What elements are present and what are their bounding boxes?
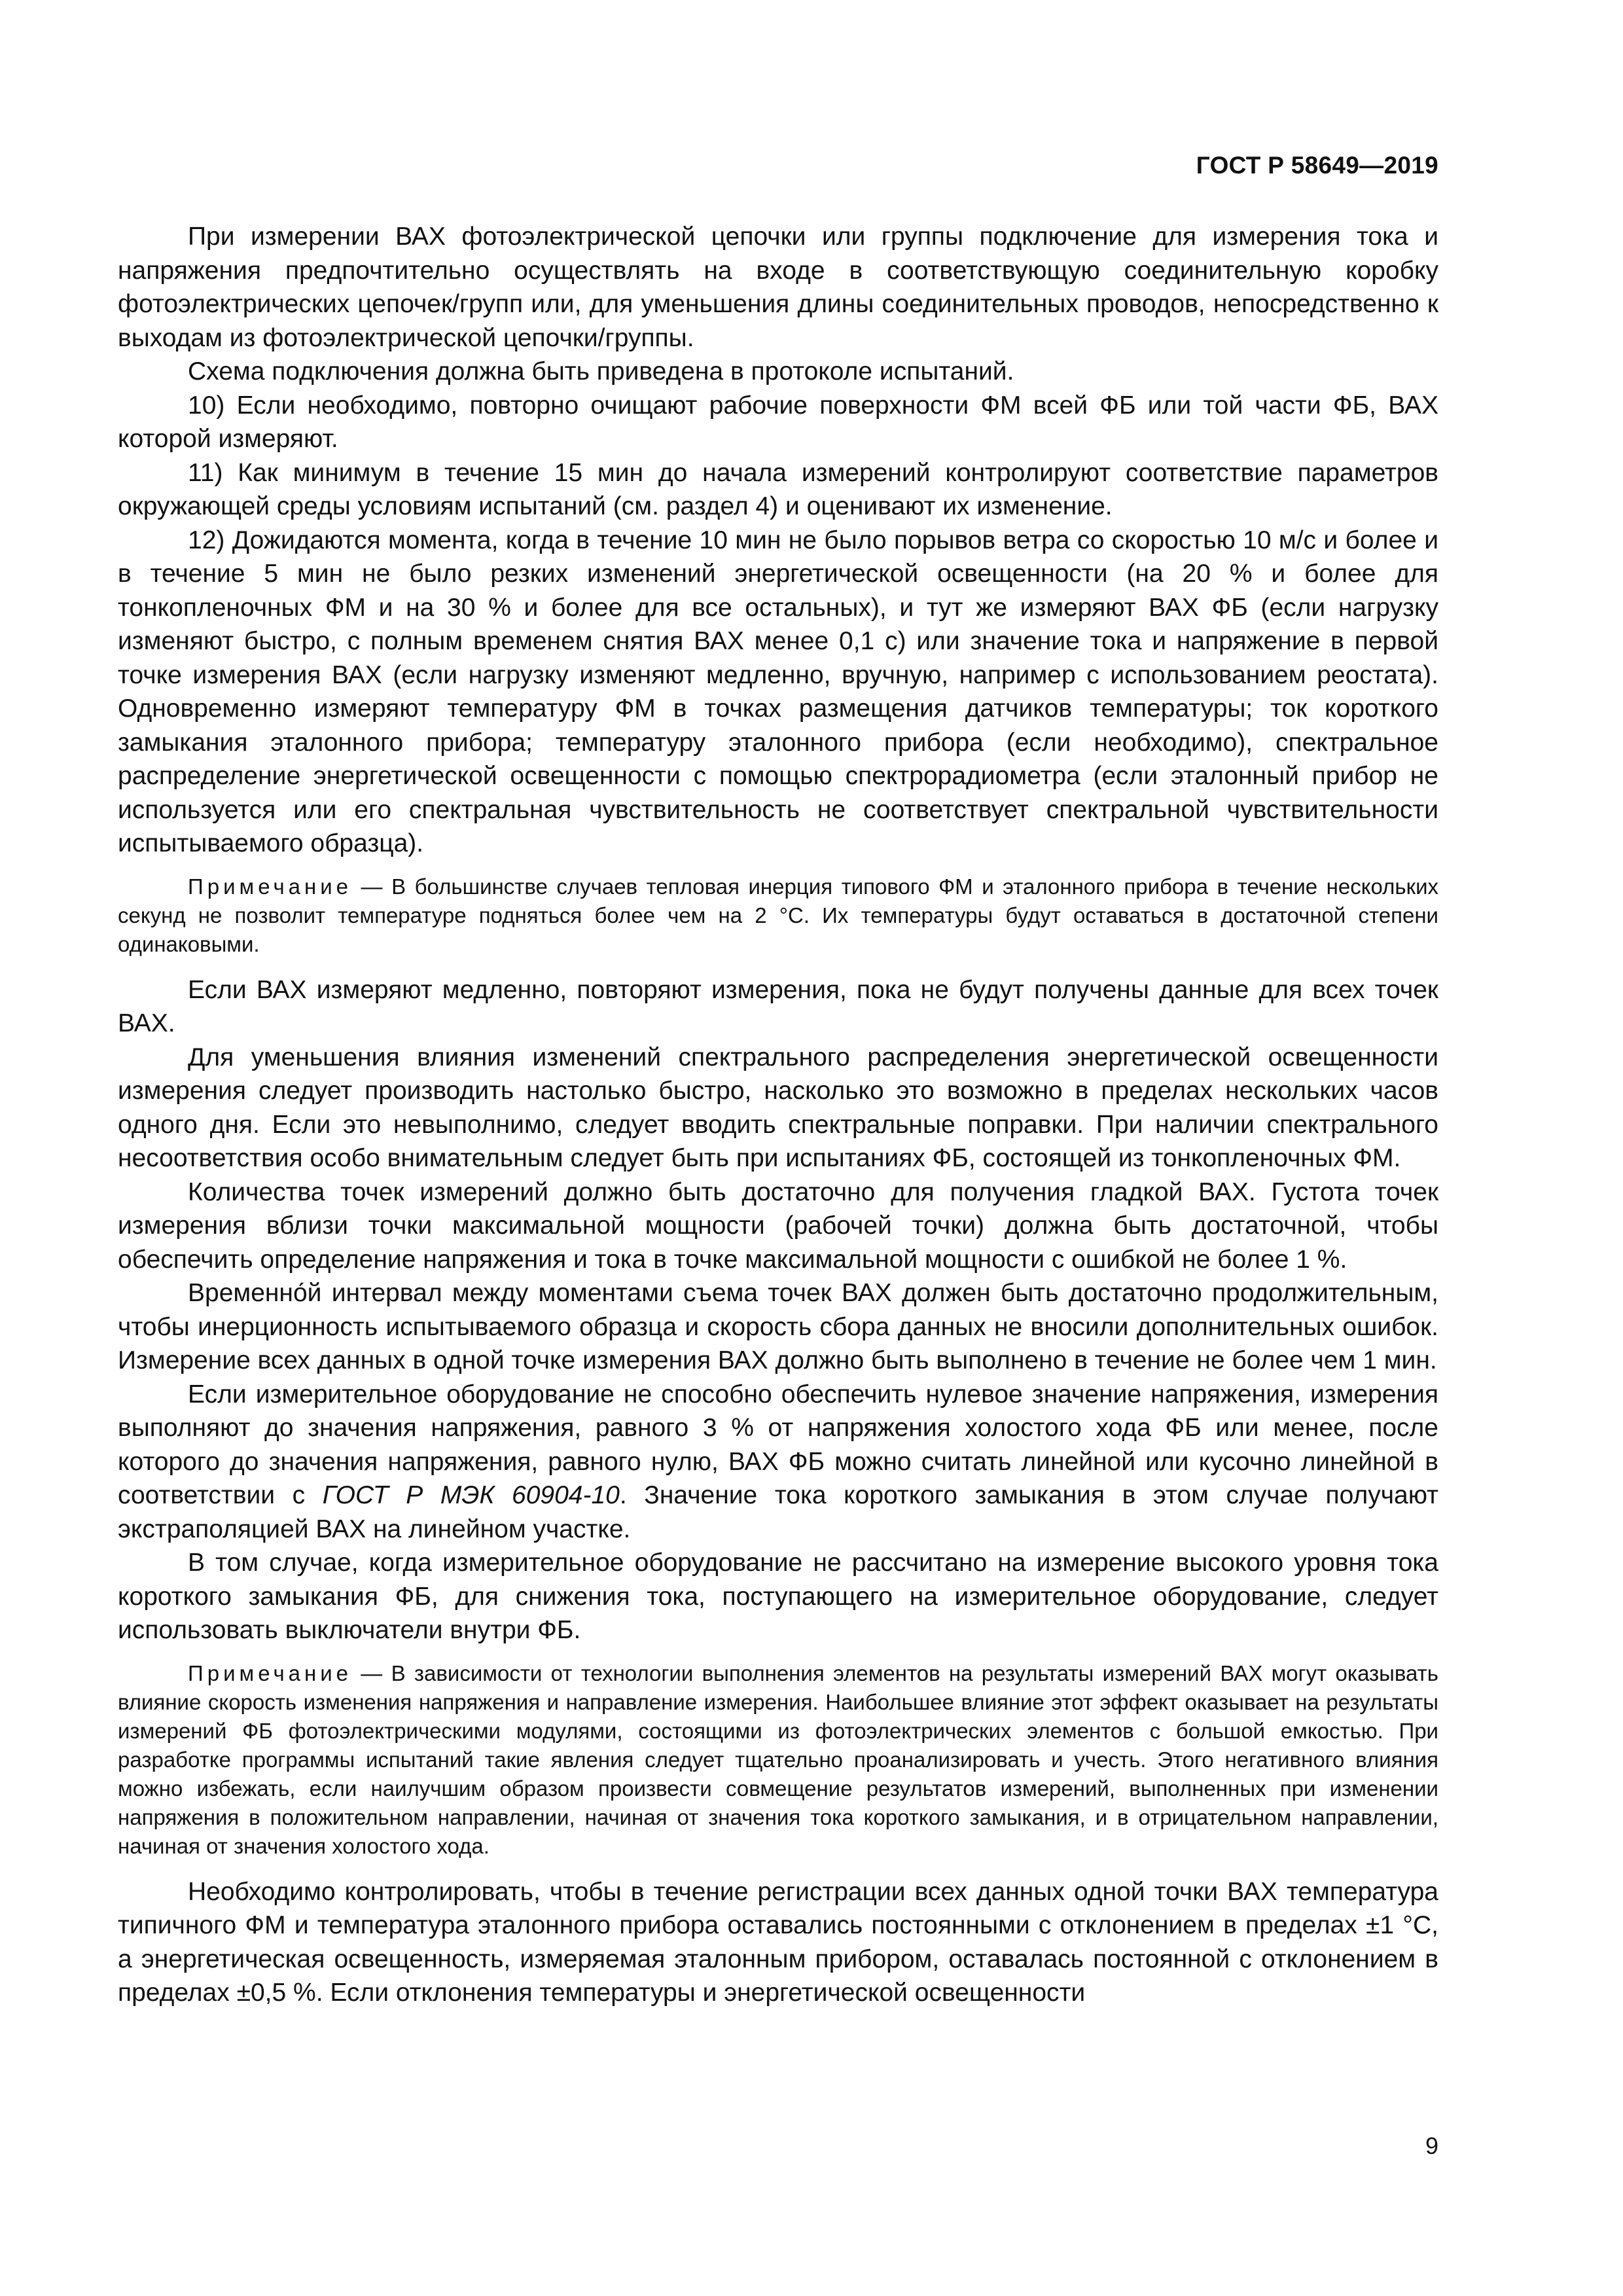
paragraph-connection: При измерении ВАХ фотоэлектрической цепочки или группы подключение для измерения тока и напряжения предпочтительно осуществлять на входе в соответствующую соединительную коробку фотоэлектрических цепочек/групп или, для уменьшения длины соединительных проводов, непосредственно к выходам из фотоэлектрической цепочки/группы. bbox=[118, 223, 1438, 352]
paragraph-stability: Необходимо контролировать, чтобы в течение регистрации всех данных одной точки ВАХ температура типичного ФМ и температура эталонного прибора оставались постоянными с отклонением в пределах ±1 °С, а энергетическая освещенность, измеряемая эталонным прибором, оставалась постоянной с отклонением в пределах ±0,5 %. Если отклонения температуры и энергетической освещенности bbox=[118, 1877, 1438, 2007]
note-text: — В зависимости от технологии выполнения элементов на результаты измерений ВАХ могут оказывать влияние скорость изменения напряжения и направление измерения. Наибольшее влияние этот эффект оказывает на результаты измерений ФБ фотоэлектрическими модулями, состоящими из фотоэлектрических элементов с большой емкостью. При разработке программы испытаний такие явления следует тщательно проанализировать и учесть. Этого негативного влияния можно избежать, если наилучшим образом произвести совмещение результатов измерений, выполненных при изменении напряжения в положительном направлении, начиная от значения тока короткого замыкания, и в отрицательном направлении, начиная от значения холостого хода. bbox=[118, 1660, 1438, 1858]
page-number: 9 bbox=[1425, 2132, 1438, 2159]
paragraph-text: . Значение тока короткого замыкания в этом случае получают экстраполяцией ВАХ на линейном участке. bbox=[118, 1481, 1438, 1543]
note-text: — В большинстве случаев тепловая инерция типового ФМ и эталонного прибора в течение нескольких секунд не позволит температуре подняться более чем на 2 °С. Их температуры будут оставаться в достаточной степени одинаковыми. bbox=[118, 874, 1438, 956]
paragraph-point-count: Количества точек измерений должно быть достаточно для получения гладкой ВАХ. Густота точек измерения вблизи точки максимальной мощности (рабочей точки) должна быть достаточной, чтобы обеспечить определение напряжения и тока в точке максимальной мощности с ошибкой не более 1 %. bbox=[118, 1177, 1438, 1274]
paragraph-time-interval: Временно́й интервал между моментами съема точек ВАХ должен быть достаточно продолжительным, чтобы инерционность испытываемого образца и скорость сбора данных не вносили дополнительных ошибок. Измерение всех данных в одной точке измерения ВАХ должно быть выполнено в течение не более чем 1 мин. bbox=[118, 1279, 1438, 1374]
document-code: ГОСТ Р 58649—2019 bbox=[1196, 152, 1438, 179]
document-body bbox=[118, 220, 1438, 2010]
paragraph-scheme: Схема подключения должна быть приведена в протоколе испытаний. bbox=[188, 357, 1014, 386]
paragraph-spectral: Для уменьшения влияния изменений спектрального распределения энергетической освещенности измерения следует производить настолько быстро, насколько это возможно в пределах нескольких часов одного дня. Если это невыполнимо, следует вводить спектральные поправки. При наличии спектрального несоответствия особо внимательным следует быть при испытаниях ФБ, состоящей из тонкопленочных ФМ. bbox=[118, 1043, 1438, 1172]
paragraph-switches: В том случае, когда измерительное оборудование не рассчитано на измерение высокого уровня тока короткого замыкания ФБ, для снижения тока, поступающего на измерительное оборудование, следует использовать выключатели внутри ФБ. bbox=[118, 1549, 1438, 1644]
paragraph-text: Если измерительное оборудование не способно обеспечить нулевое значение напряжения, измерения выполняют до значения напряжения, равного 3 % от напряжения холостого хода ФБ или менее, после которого до значения напряжения, равного нулю, ВАХ ФБ можно считать линейной или кусочно линейной в соответствии с bbox=[118, 1380, 1438, 1509]
paragraph-step-10: 10) Если необходимо, повторно очищают рабочие поверхности ФМ всей ФБ или той части ФБ, ВАХ которой измеряют. bbox=[118, 391, 1438, 453]
note-thermal-inertia bbox=[118, 872, 1438, 959]
paragraph-step-11: 11) Как минимум в течение 15 мин до начала измерений контролируют соответствие параметров окружающей среды условиям испытаний (см. раздел 4) и оценивают их изменение. bbox=[118, 458, 1438, 520]
note-label: Примечание bbox=[188, 874, 353, 899]
note-label: Примечание bbox=[188, 1660, 353, 1685]
paragraph-zero-voltage bbox=[118, 1378, 1438, 1547]
note-voltage-direction bbox=[118, 1659, 1438, 1861]
paragraph-slow-measurement: Если ВАХ измеряют медленно, повторяют измерения, пока не будут получены данные для всех точек ВАХ. bbox=[118, 975, 1438, 1037]
paragraph-step-12: 12) Дожидаются момента, когда в течение 10 мин не было порывов ветра со скоростью 10 м/с и более и в течение 5 мин не было резких изменений энергетической освещенности (на 20 % и более для тонкопленочных ФМ и на 30 % и более для все остальных), и тут же измеряют ВАХ ФБ (если нагрузку изменяют быстро, с полным временем снятия ВАХ менее 0,1 с) или значение тока и напряжение в первой точке измерения ВАХ (если нагрузку изменяют медленно, вручную, например с использованием реостата). Одновременно измеряют температуру ФМ в точках размещения датчиков температуры; ток короткого замыкания эталонного прибора; температуру эталонного прибора (если необходимо), спектральное распределение энергетической освещенности с помощью спектрорадиометра (если эталонный прибор не используется или его спектральная чувствительность не соответствует спектральной чувствительности испытываемого образца). bbox=[118, 526, 1438, 857]
standard-reference: ГОСТ Р МЭК 60904-10 bbox=[322, 1481, 620, 1509]
